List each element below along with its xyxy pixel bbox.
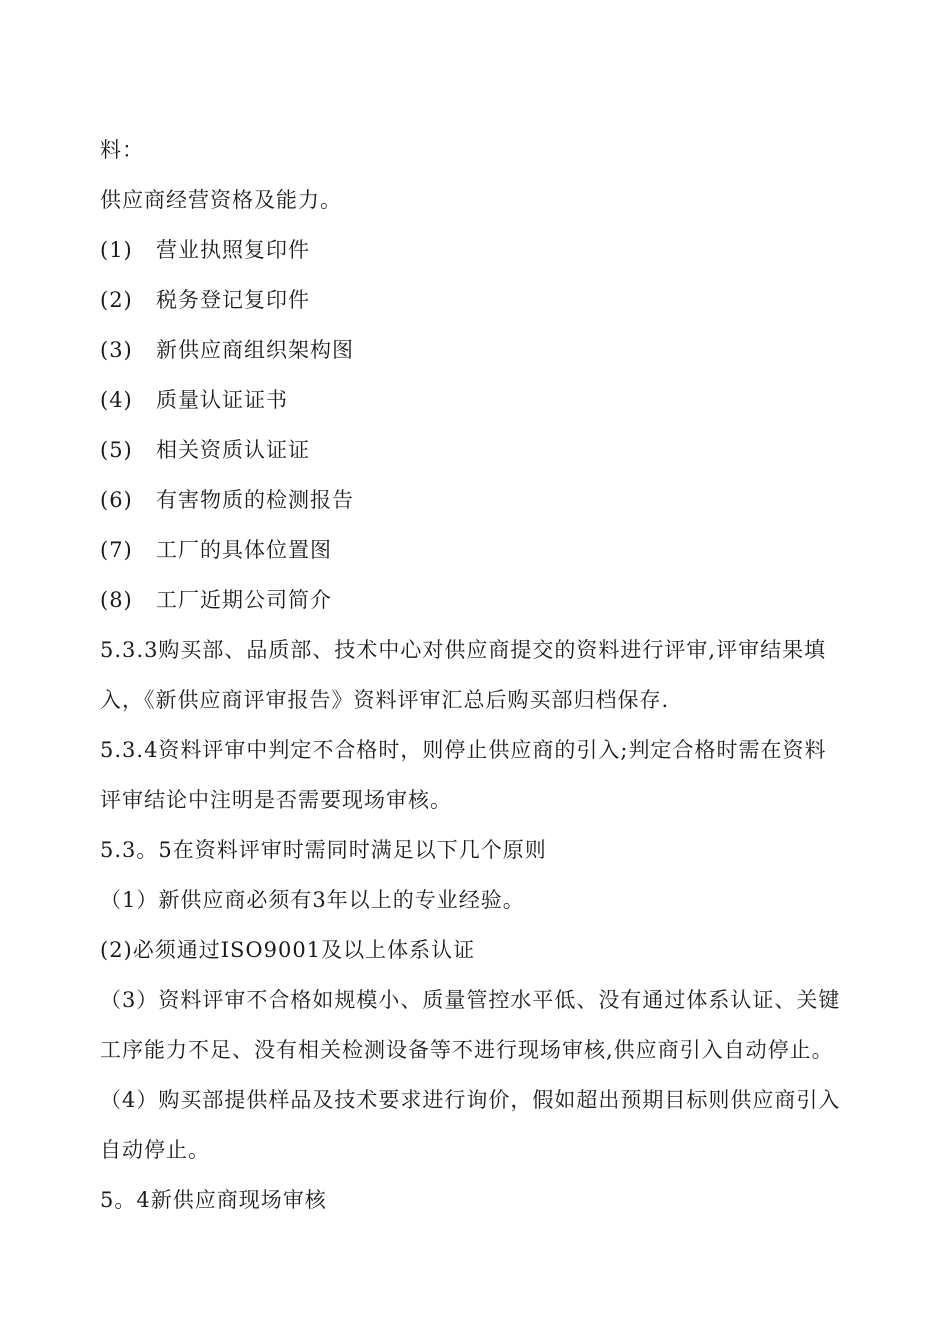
body-line: (2)必须通过ISO9001及以上体系认证	[100, 938, 476, 962]
item-number: (6)	[100, 488, 133, 512]
material-item	[100, 386, 288, 414]
item-number: (1)	[100, 238, 133, 262]
item-text: 税务登记复印件	[156, 288, 310, 312]
intro-line: 供应商经营资格及能力。	[100, 188, 342, 212]
section-heading: 5。4新供应商现场审核	[100, 1188, 327, 1212]
item-text: 营业执照复印件	[156, 238, 310, 262]
intro-line: 料：	[100, 138, 144, 162]
body-line: 5.3。5在资料评审时需同时满足以下几个原则	[100, 838, 547, 862]
material-item	[100, 486, 354, 514]
body-line: 5.3.4资料评审中判定不合格时，则停止供应商的引入;判定合格时需在资料	[100, 738, 827, 762]
body-line: 5.3.3购买部、品质部、技术中心对供应商提交的资料进行评审,评审结果填	[100, 638, 827, 662]
body-line: 工序能力不足、没有相关检测设备等不进行现场审核,供应商引入自动停止。	[100, 1038, 834, 1062]
body-line: 自动停止。	[100, 1138, 210, 1162]
material-item	[100, 536, 332, 564]
item-text: 工厂的具体位置图	[156, 538, 332, 562]
material-item	[100, 236, 310, 264]
item-number: (3)	[100, 338, 133, 362]
item-number: (5)	[100, 438, 133, 462]
material-item	[100, 586, 332, 614]
item-text: 质量认证证书	[156, 388, 288, 412]
item-number: (7)	[100, 538, 133, 562]
material-item	[100, 336, 354, 364]
body-line: 入，《新供应商评审报告》资料评审汇总后购买部归档保存.	[100, 688, 670, 712]
body-line: （1）新供应商必须有3年以上的专业经验。	[100, 888, 525, 912]
item-text: 相关资质认证证	[156, 438, 310, 462]
item-text: 工厂近期公司简介	[156, 588, 332, 612]
material-item	[100, 436, 310, 464]
body-line: （3）资料评审不合格如规模小、质量管控水平低、没有通过体系认证、关键	[100, 988, 841, 1012]
item-number: (4)	[100, 388, 133, 412]
item-text: 新供应商组织架构图	[156, 338, 354, 362]
item-number: (8)	[100, 588, 133, 612]
item-number: (2)	[100, 288, 133, 312]
body-line: 评审结论中注明是否需要现场审核。	[100, 788, 452, 812]
material-item	[100, 286, 310, 314]
body-line: （4）购买部提供样品及技术要求进行询价，假如超出预期目标则供应商引入	[100, 1088, 841, 1112]
item-text: 有害物质的检测报告	[156, 488, 354, 512]
